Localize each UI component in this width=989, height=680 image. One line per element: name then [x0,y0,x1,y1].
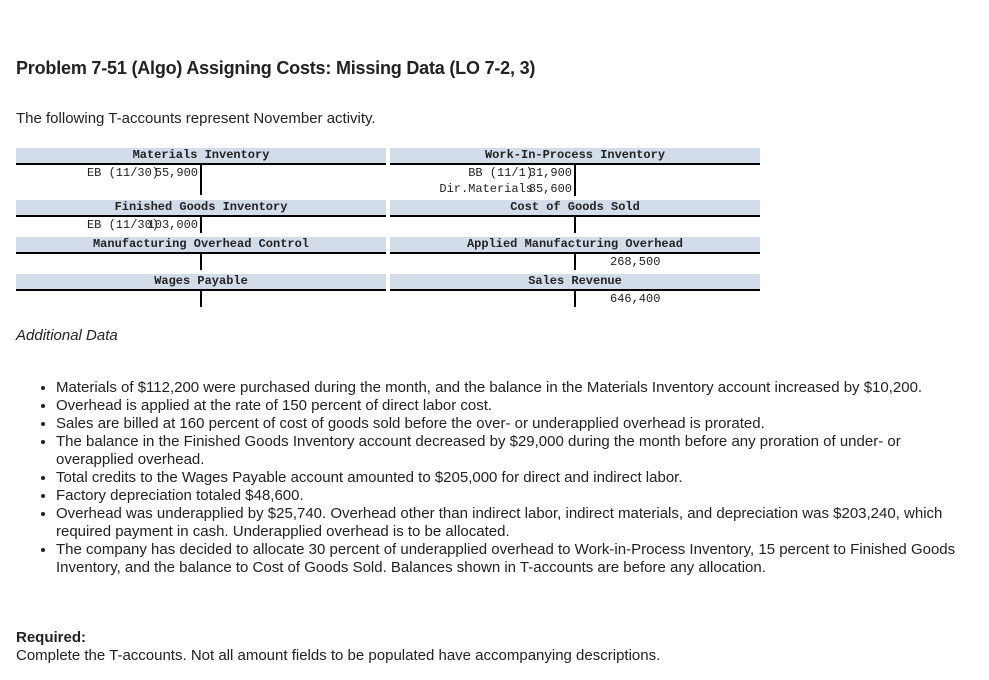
t-account-header: Manufacturing Overhead Control [16,237,386,254]
t-account-divider [200,291,202,307]
list-item: • Overhead is applied at the rate of 150 percent of direct labor cost. [56,397,961,415]
required-text: Complete the T-accounts. Not all amount fields to be populated have accompanying descriptions. [16,647,661,664]
required-heading: Required: [16,629,87,646]
t-account-materials-inventory [16,148,386,195]
t-account-header: Sales Revenue [390,274,760,291]
t-account-header: Applied Manufacturing Overhead [390,237,760,254]
t-account-finished-goods [16,200,386,233]
row-label: EB (11/30) [86,166,159,180]
t-account-header: Materials Inventory [16,148,386,165]
row-label: BB (11/1) [468,166,533,180]
t-account-wip-inventory [390,148,760,196]
t-account-cogs [390,200,760,233]
t-account-wages-payable [16,274,386,307]
t-account-sales-revenue [390,274,760,307]
list-item: • Materials of $112,200 were purchased during the month, and the balance in the Materials Inventory account increased by $10,200. [56,379,961,397]
credit-amount: 646,400 [610,292,661,306]
t-account-row [390,181,760,197]
debit-amount: 31,900 [528,166,572,180]
debit-amount: 85,600 [528,182,572,196]
t-account-applied-moh [390,237,760,270]
debit-amount: 103,000 [147,218,198,232]
additional-data-list [16,379,961,577]
intro-text: The following T-accounts represent November activity. [16,110,376,127]
t-account-divider [574,217,576,233]
list-item: • Sales are billed at 160 percent of cost of goods sold before the over- or underapplied overhead is prorated. [56,415,961,433]
list-item: • The company has decided to allocate 30 percent of underapplied overhead to Work-in-Process Inventory, 15 percent to Finished Goods Inventory, and the balance to Cost of Goods Sold. Balances shown in T-accounts are before any allocation. [56,541,961,577]
list-item: • The balance in the Finished Goods Inventory account decreased by $29,000 during the month before any proration of under- or overapplied overhead. [56,433,961,469]
row-label: Dir.Materials [439,182,533,196]
t-account-row [390,165,760,181]
debit-amount: 55,900 [154,166,198,180]
t-account-header: Finished Goods Inventory [16,200,386,217]
t-account-row [16,217,386,233]
t-account-header: Work-In-Process Inventory [390,148,760,165]
t-account-row [390,254,760,270]
page-title: Problem 7-51 (Algo) Assigning Costs: Missing Data (LO 7-2, 3) [16,58,536,78]
additional-data-heading: Additional Data [16,327,118,344]
t-account-header: Cost of Goods Sold [390,200,760,217]
t-account-divider [200,254,202,270]
t-account-moh-control [16,237,386,270]
t-account-header: Wages Payable [16,274,386,291]
t-account-row [16,165,386,181]
list-item: • Overhead was underapplied by $25,740. Overhead other than indirect labor, indirect materials, and depreciation was $203,240, which required payment in cash. Underapplied overhead is to be allocated. [56,505,961,541]
list-item: • Total credits to the Wages Payable account amounted to $205,000 for direct and indirect labor. [56,469,961,487]
t-account-row [390,291,760,307]
row-label: EB (11/30) [86,218,159,232]
credit-amount: 268,500 [610,255,661,269]
list-item: • Factory depreciation totaled $48,600. [56,487,961,505]
